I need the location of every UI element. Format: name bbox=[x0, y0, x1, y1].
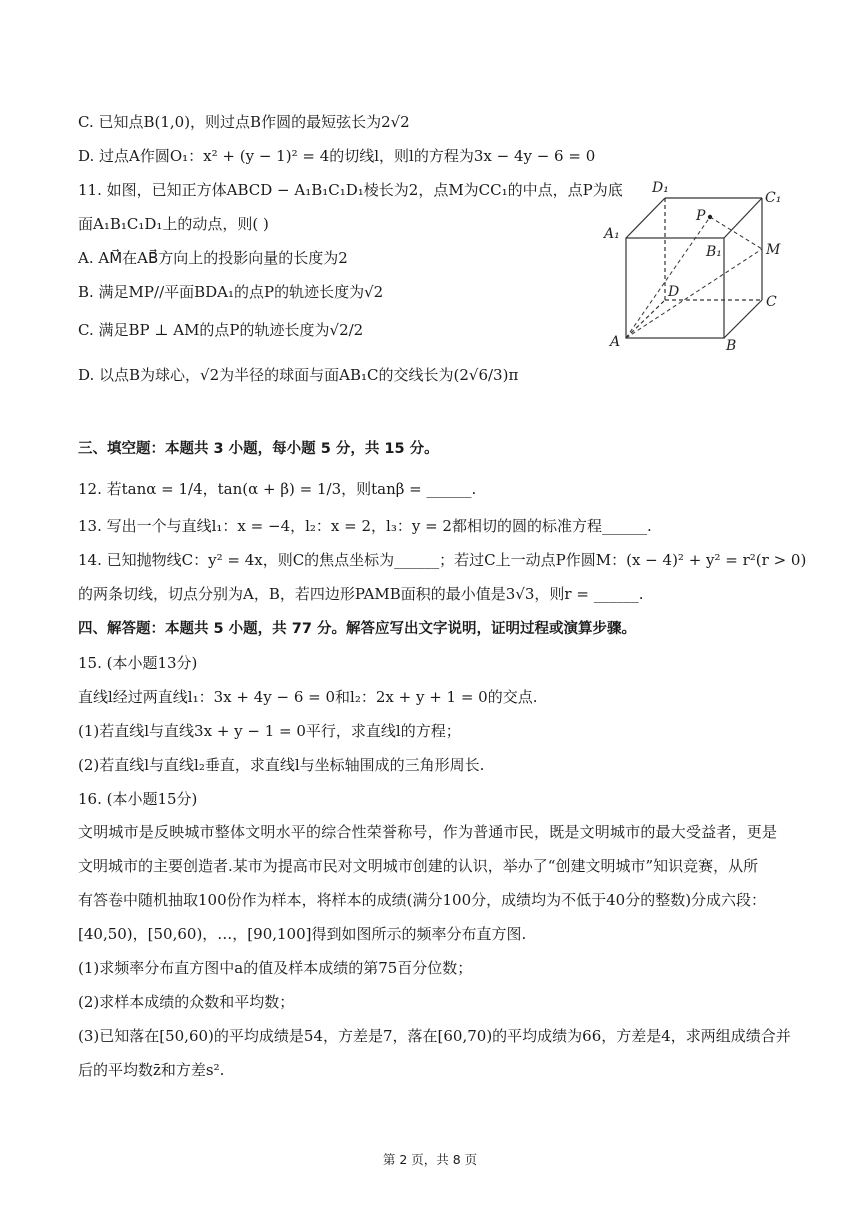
q14-line2: 的两条切线，切点分别为A，B，若四边形PAMB面积的最小值是3√3，则r = ______. bbox=[78, 585, 644, 603]
q16-line4: [40,50)，[50,60)，…，[90,100]得到如图所示的频率分布直方图. bbox=[78, 925, 527, 943]
q11-stem-line2: 面A₁B₁C₁D₁上的动点，则( ) bbox=[78, 215, 269, 233]
label-p: P bbox=[696, 208, 706, 224]
q11-option-a: A. AM⃗在AB⃗方向上的投影向量的长度为2 bbox=[78, 249, 348, 267]
q16-part3-line2: 后的平均数z̄和方差s². bbox=[78, 1061, 225, 1079]
label-a1: A₁ bbox=[604, 226, 620, 242]
q16-title: 16. (本小题15分) bbox=[78, 790, 198, 808]
q11-stem-line1: 11. 如图，已知正方体ABCD − A₁B₁C₁D₁棱长为2，点M为CC₁的中点，点P为底 bbox=[78, 181, 623, 199]
q15-part2: (2)若直线l与直线l₂垂直，求直线l与坐标轴围成的三角形周长. bbox=[78, 756, 485, 774]
label-a: A bbox=[610, 334, 621, 350]
q11-option-c: C. 满足BP ⊥ AM的点P的轨迹长度为√2/2 bbox=[78, 321, 364, 339]
section3-heading: 三、填空题：本题共 3 小题，每小题 5 分，共 15 分。 bbox=[78, 441, 439, 457]
q12: 12. 若tanα = 1/4，tan(α + β) = 1/3，则tanβ = ______. bbox=[78, 480, 477, 498]
q16-part1: (1)求频率分布直方图中a的值及样本成绩的第75百分位数； bbox=[78, 959, 473, 977]
label-b1: B₁ bbox=[706, 244, 722, 260]
q10-option-d: D. 过点A作圆O₁：x² + (y − 1)² = 4的切线l，则l的方程为3x − 4y − 6 = 0 bbox=[78, 147, 596, 165]
cube-figure bbox=[600, 172, 790, 354]
q10-option-c: C. 已知点B(1,0)，则过点B作圆的最短弦长为2√2 bbox=[78, 113, 410, 131]
page-footer: 第 2 页，共 8 页 bbox=[382, 1152, 478, 1167]
q16-line3: 有答卷中随机抽取100份作为样本，将样本的成绩(满分100分，成绩均为不低于40分的整数)分成六段： bbox=[78, 891, 767, 909]
q14-line1: 14. 已知抛物线C：y² = 4x，则C的焦点坐标为______；若过C上一动点P作圆M：(x − 4)² + y² = r²(r > 0) bbox=[78, 551, 807, 569]
q13: 13. 写出一个与直线l₁：x = −4，l₂：x = 2，l₃：y = 2都相切的圆的标准方程______. bbox=[78, 517, 652, 535]
q11-option-d: D. 以点B为球心，√2为半径的球面与面AB₁C的交线长为(2√6/3)π bbox=[78, 366, 519, 384]
q15-title: 15. (本小题13分) bbox=[78, 654, 198, 672]
label-d1: D₁ bbox=[652, 180, 669, 196]
q16-line2: 文明城市的主要创造者.某市为提高市民对文明城市创建的认识，举办了“创建文明城市”知识竞赛，从所 bbox=[78, 857, 759, 875]
section4-heading: 四、解答题：本题共 5 小题，共 77 分。解答应写出文字说明，证明过程或演算步骤。 bbox=[78, 621, 636, 637]
q15-part1: (1)若直线l与直线3x + y − 1 = 0平行，求直线l的方程； bbox=[78, 722, 461, 740]
q16-part3-line1: (3)已知落在[50,60)的平均成绩是54，方差是7，落在[60,70)的平均成绩为66，方差是4，求两组成绩合并 bbox=[78, 1027, 791, 1045]
q16-line1: 文明城市是反映城市整体文明水平的综合性荣誉称号，作为普通市民，既是文明城市的最大受益者，更是 bbox=[78, 823, 778, 841]
label-b: B bbox=[726, 338, 737, 354]
q16-part2: (2)求样本成绩的众数和平均数； bbox=[78, 993, 295, 1011]
label-c: C bbox=[766, 294, 777, 310]
q15-stem: 直线l经过两直线l₁：3x + 4y − 6 = 0和l₂：2x + y + 1 = 0的交点. bbox=[78, 688, 538, 706]
label-d: D bbox=[668, 284, 680, 300]
label-m: M bbox=[766, 242, 781, 258]
label-c1: C₁ bbox=[765, 190, 782, 206]
q11-option-b: B. 满足MP//平面BDA₁的点P的轨迹长度为√2 bbox=[78, 283, 384, 301]
